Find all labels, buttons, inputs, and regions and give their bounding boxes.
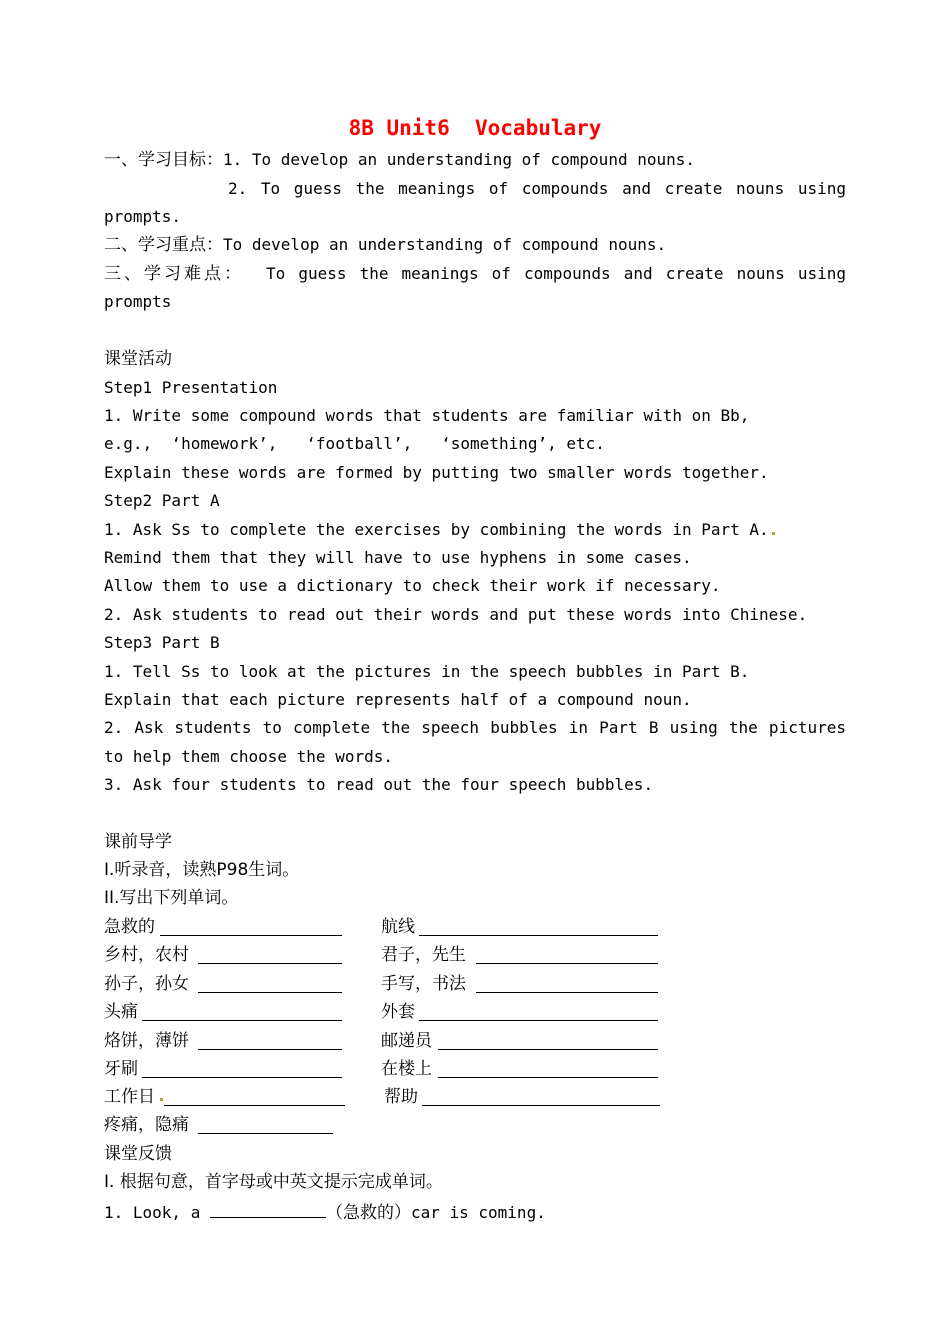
activity-line: e.g., ‘homework’, ‘football’, ‘something’, etc. bbox=[104, 434, 605, 453]
answer-blank[interactable] bbox=[160, 935, 342, 936]
question-1-suffix: car is coming. bbox=[410, 1203, 546, 1222]
feedback-instruction: I. 根据句意，首字母或中英文提示完成单词。 bbox=[104, 1172, 443, 1192]
vocab-word: 帮助 bbox=[384, 1087, 418, 1107]
answer-blank[interactable] bbox=[198, 1133, 333, 1134]
stray-dot-mark bbox=[160, 1098, 163, 1101]
class-activity-heading: 课堂活动 bbox=[104, 349, 172, 369]
activity-line: Explain that each picture represents half of a compound noun. bbox=[104, 690, 692, 709]
vocab-word: 乡村，农村 bbox=[104, 945, 189, 965]
key-points-label: 二、学习重点： bbox=[104, 235, 223, 255]
question-1 bbox=[104, 1201, 546, 1223]
activity-line: 1. Ask Ss to complete the exercises by combining the words in Part A. bbox=[104, 520, 769, 539]
preview-item-2: II.写出下列单词。 bbox=[104, 888, 239, 908]
activity-line: 1. Tell Ss to look at the pictures in the speech bubbles in Part B. bbox=[104, 662, 750, 681]
document-title: 8B Unit6 Vocabulary bbox=[348, 116, 602, 140]
answer-blank[interactable] bbox=[476, 992, 658, 993]
vocab-word: 外套 bbox=[381, 1002, 415, 1022]
objectives-line-1 bbox=[104, 150, 695, 170]
difficulties-label-wrap bbox=[104, 264, 244, 284]
vocab-word: 手写，书法 bbox=[381, 974, 466, 994]
objective-1: 1. To develop an understanding of compound nouns. bbox=[223, 150, 696, 169]
vocab-word: 牙刷 bbox=[104, 1059, 138, 1079]
answer-blank[interactable] bbox=[198, 992, 342, 993]
vocab-word: 在楼上 bbox=[381, 1059, 432, 1079]
answer-blank[interactable] bbox=[164, 1105, 345, 1106]
vocab-word: 烙饼，薄饼 bbox=[104, 1031, 189, 1051]
answer-blank[interactable] bbox=[198, 1049, 342, 1050]
activity-line: 2. Ask students to read out their words and put these words into Chinese. bbox=[104, 605, 808, 624]
answer-blank[interactable] bbox=[142, 1020, 342, 1021]
vocab-word: 君子，先生 bbox=[381, 945, 466, 965]
activity-line: 1. Write some compound words that students are familiar with on Bb, bbox=[104, 406, 750, 425]
activity-line: Step1 Presentation bbox=[104, 378, 278, 397]
activity-line: Step3 Part B bbox=[104, 633, 220, 652]
answer-blank[interactable] bbox=[422, 1105, 660, 1106]
answer-blank[interactable] bbox=[438, 1077, 658, 1078]
question-1-hint: （急救的） bbox=[325, 1203, 411, 1223]
activity-line: Allow them to use a dictionary to check their work if necessary. bbox=[104, 576, 721, 595]
vocab-word: 孙子，孙女 bbox=[104, 974, 189, 994]
answer-blank[interactable] bbox=[198, 963, 342, 964]
difficulties-continued: prompts bbox=[104, 292, 172, 311]
vocab-word: 疼痛，隐痛 bbox=[104, 1115, 189, 1135]
objectives-label: 一、学习目标： bbox=[104, 150, 223, 170]
activity-line: Explain these words are formed by putting two smaller words together. bbox=[104, 463, 769, 482]
objective-2: 2. To guess the meanings of compounds and create nouns using bbox=[228, 179, 846, 198]
feedback-heading: 课堂反馈 bbox=[104, 1144, 172, 1164]
vocab-word: 邮递员 bbox=[381, 1031, 432, 1051]
objective-2-continued: prompts. bbox=[104, 207, 182, 226]
answer-blank[interactable] bbox=[476, 963, 658, 964]
step3-item-2: 2. Ask students to complete the speech bubbles in Part B using the pictures bbox=[104, 718, 846, 737]
stray-dot-mark bbox=[772, 532, 775, 535]
answer-blank[interactable] bbox=[419, 935, 658, 936]
key-points-line bbox=[104, 235, 666, 255]
vocab-word: 急救的 bbox=[104, 917, 155, 937]
answer-blank[interactable] bbox=[419, 1020, 658, 1021]
difficulties-label: 三、学习难点： bbox=[104, 264, 244, 284]
key-points-text: To develop an understanding of compound nouns. bbox=[223, 235, 667, 254]
step3-item-3: 3. Ask four students to read out the four speech bubbles. bbox=[104, 775, 654, 794]
preview-item-1: I.听录音，读熟P98生词。 bbox=[104, 860, 300, 880]
difficulties-text: To guess the meanings of compounds and create nouns using bbox=[266, 264, 846, 283]
answer-blank[interactable] bbox=[142, 1077, 342, 1078]
preview-heading: 课前导学 bbox=[104, 832, 172, 852]
question-1-blank[interactable] bbox=[210, 1201, 326, 1218]
answer-blank[interactable] bbox=[438, 1049, 658, 1050]
step3-item-2-continued: to help them choose the words. bbox=[104, 747, 393, 766]
vocab-word: 工作日 bbox=[104, 1087, 155, 1107]
activity-line: Remind them that they will have to use hyphens in some cases. bbox=[104, 548, 692, 567]
vocab-word: 头痛 bbox=[104, 1002, 138, 1022]
vocab-word: 航线 bbox=[381, 917, 415, 937]
question-1-prefix: 1. Look, a bbox=[104, 1203, 210, 1222]
activity-line: Step2 Part A bbox=[104, 491, 220, 510]
